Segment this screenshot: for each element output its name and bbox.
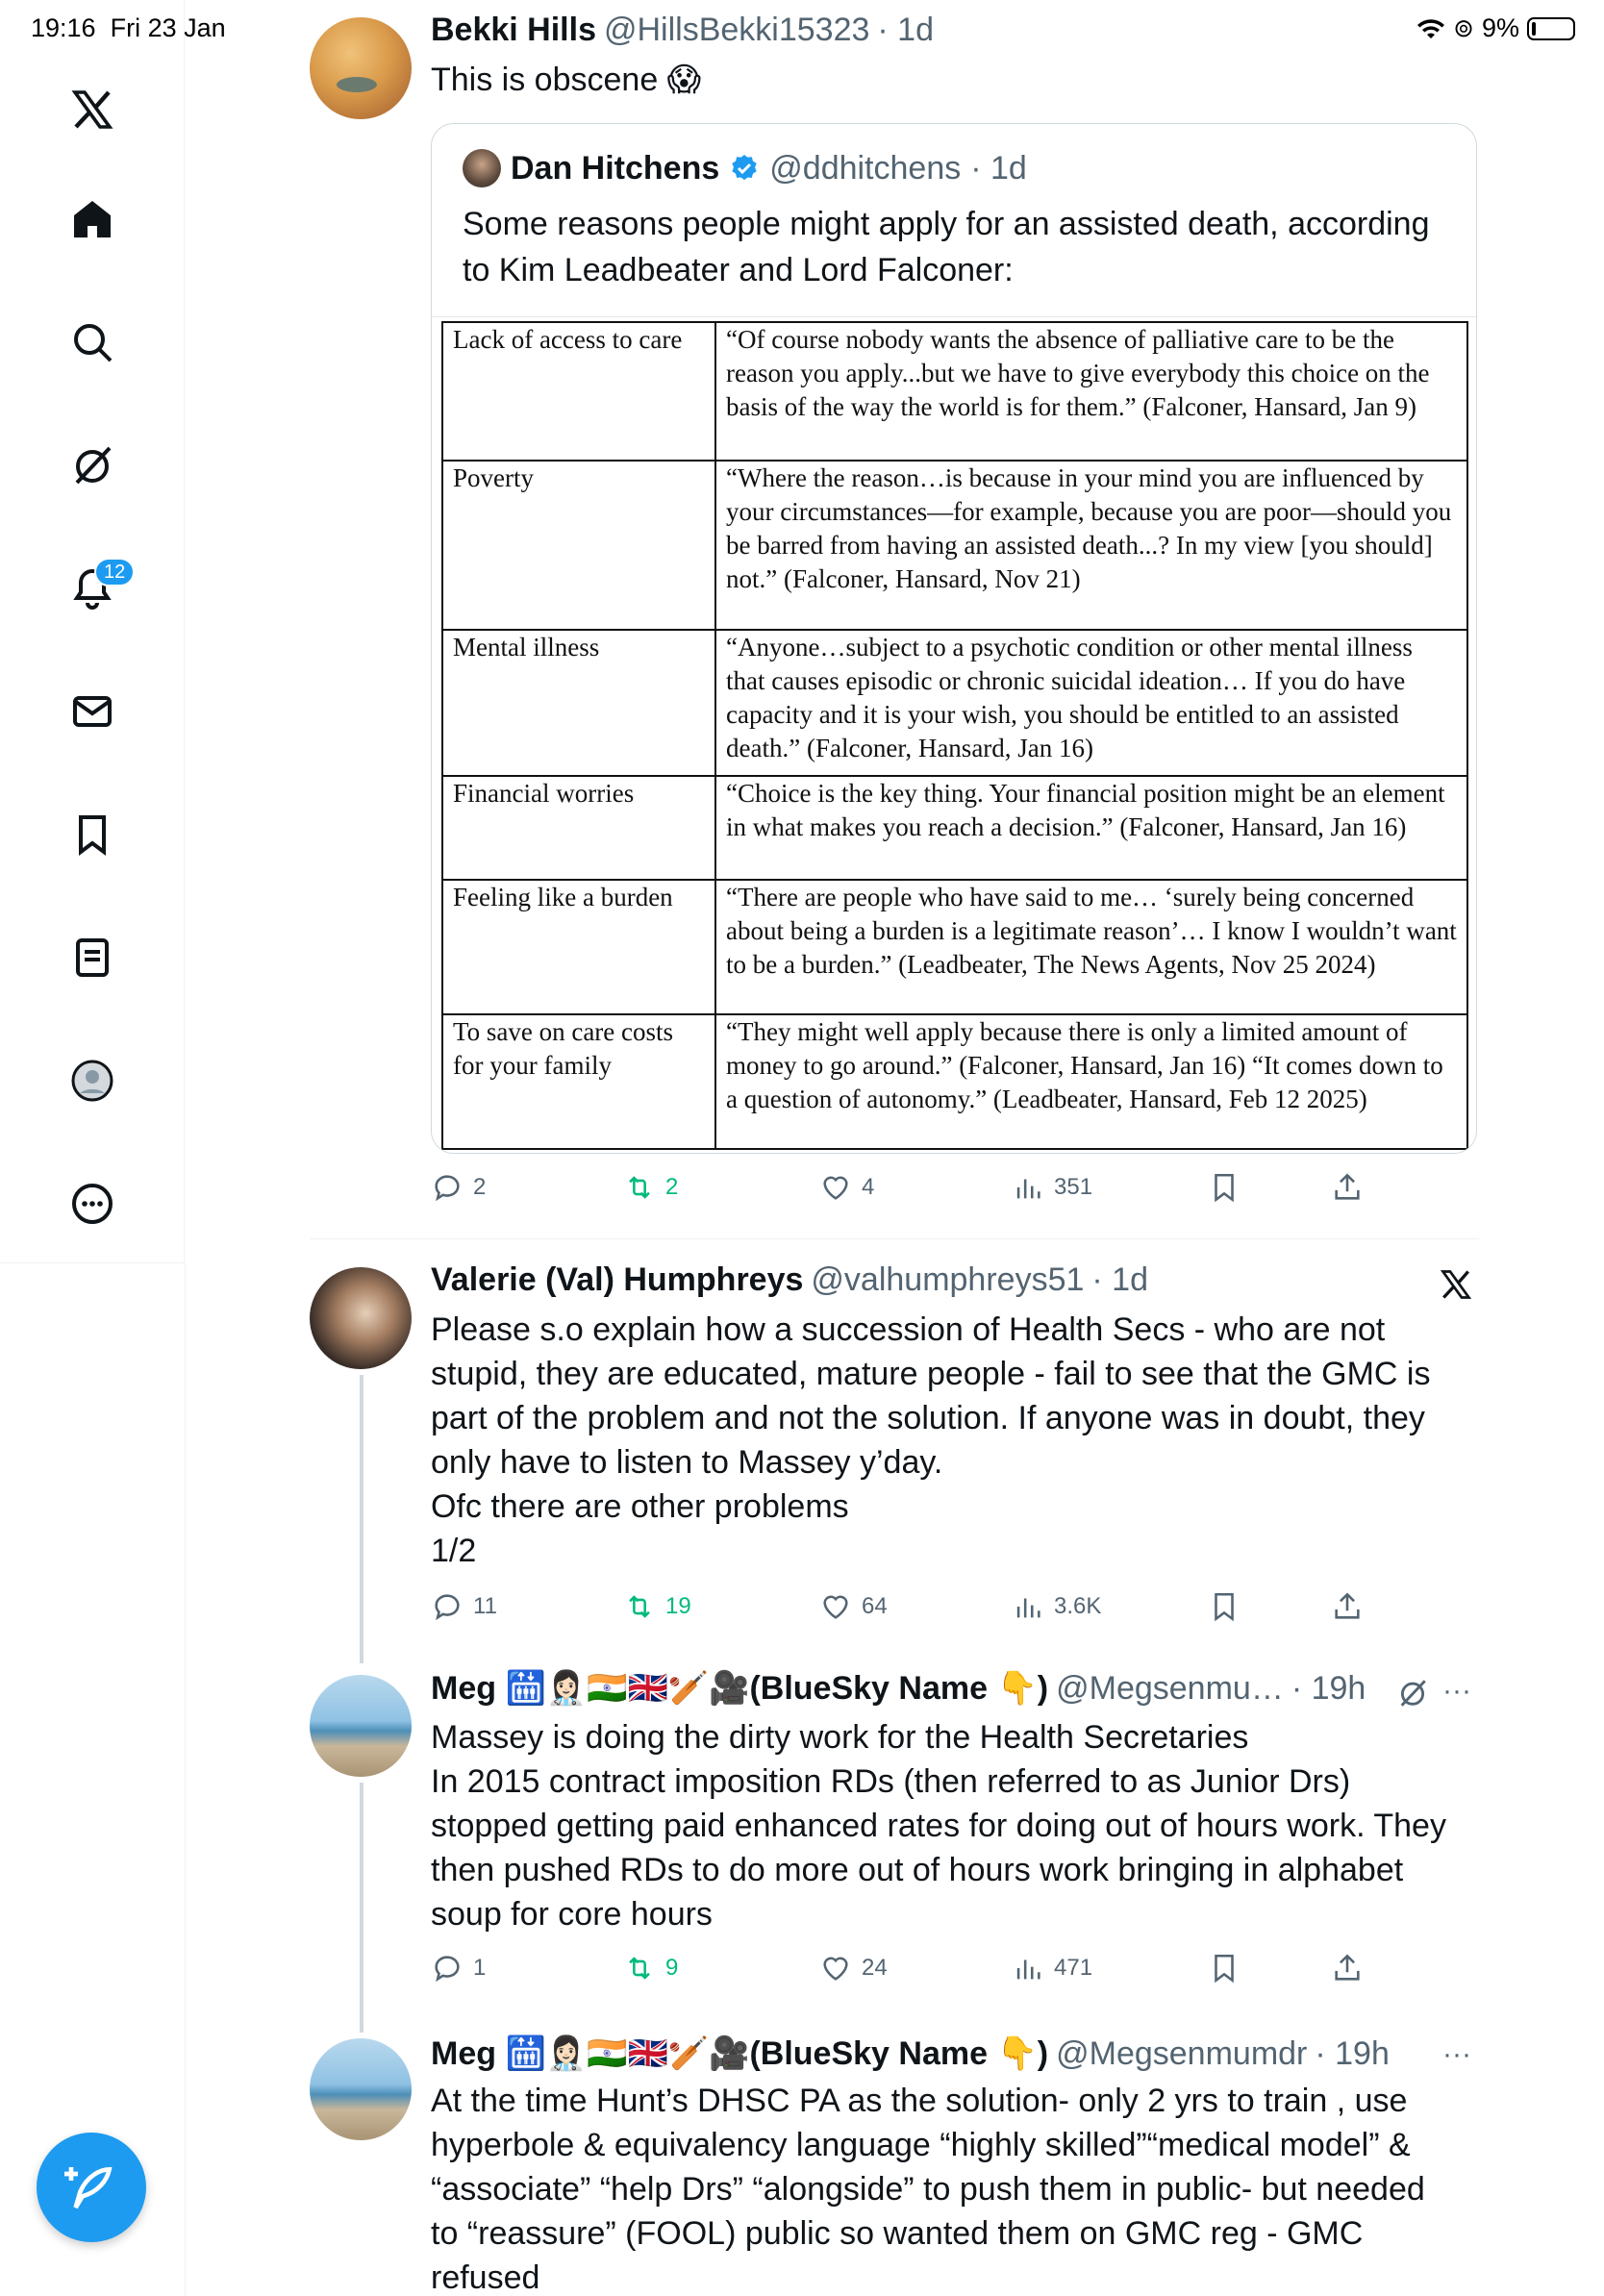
reply-button[interactable] [431, 1952, 486, 1984]
reason-cell: Lack of access to care [442, 322, 715, 461]
more-options-icon[interactable]: ··· [1442, 1675, 1471, 1707]
views-icon [1012, 1171, 1044, 1204]
text-line: soup for core hours [431, 1896, 713, 1933]
notification-count-badge: 12 [94, 558, 135, 586]
share-button[interactable] [1331, 1952, 1364, 1984]
repost-button[interactable] [623, 1952, 678, 1984]
tweet-header [431, 2034, 1390, 2073]
view-count: 471 [1054, 1955, 1093, 1981]
text-line: part of the problem and not the solution. If anyone was in doubt, they [431, 1400, 1425, 1436]
lists-icon[interactable] [58, 923, 127, 992]
status-time: 19:16 Fri 23 Jan [31, 13, 226, 42]
tweet-text [431, 2079, 1489, 2296]
home-icon[interactable] [58, 185, 127, 254]
reason-cell: Feeling like a burden [442, 880, 715, 1014]
quote-cell: “They might well apply because there is only a limited amount of money to go around.” (Falconer, Hansard, Jan 16) “It comes down to a question of autonomy.” (Leadbeater, Hansard, Feb 12 2025) [715, 1014, 1467, 1149]
like-button[interactable] [819, 1171, 874, 1204]
text-line: In 2015 contract imposition RDs (then referred to as Junior Drs) [431, 1763, 1351, 1800]
reason-cell: To save on care costs for your family [442, 1014, 715, 1149]
bookmark-button[interactable] [1208, 1171, 1241, 1204]
views-button[interactable] [1012, 1952, 1092, 1984]
reply-button[interactable] [431, 1590, 497, 1623]
bookmark-icon [1208, 1171, 1241, 1204]
view-count: 351 [1054, 1174, 1093, 1200]
text-line: stopped getting paid enhanced rates for doing out of hours work. They [431, 1808, 1446, 1844]
bookmark-icon [1208, 1590, 1241, 1623]
compose-icon [64, 2160, 118, 2214]
reply-count: 1 [473, 1955, 487, 1981]
table-row [442, 880, 1467, 1014]
handle[interactable]: @HillsBekki15323 [603, 12, 870, 48]
view-count: 3.6K [1054, 1593, 1102, 1619]
repost-count: 2 [665, 1174, 679, 1200]
bookmark-icon [1208, 1952, 1241, 1984]
thread-line [360, 1375, 363, 1663]
views-button[interactable] [1012, 1590, 1101, 1623]
divider [310, 1238, 1479, 1239]
bookmark-button[interactable] [1208, 1590, 1241, 1623]
x-logo-icon [1439, 1267, 1473, 1302]
search-icon[interactable] [58, 308, 127, 377]
battery-text: 9% [1481, 13, 1519, 42]
x-logo-icon[interactable] [58, 75, 127, 144]
avatar[interactable] [310, 2038, 412, 2140]
display-name[interactable]: Meg 🛗👩🏻‍⚕️🇮🇳🇬🇧🏏🎥(BlueSky Name 👇) [431, 1670, 1049, 1707]
quote-cell: “There are people who have said to me… ‘surely being concerned about being a burden is a legitimate reason’… I know I wouldn’t want to be a burden.” (Leadbeater, The News Agents, Nov 25 2024) [715, 880, 1467, 1014]
quote-image[interactable] [432, 316, 1477, 1154]
reply-count: 11 [473, 1593, 497, 1619]
tweet-text [431, 1715, 1489, 1936]
text-line: hyperbole & equivalency language “highly skilled”“medical model” & [431, 2127, 1411, 2163]
text-line: Massey is doing the dirty work for the Health Secretaries [431, 1719, 1249, 1756]
reasons-table [441, 321, 1468, 1150]
share-icon [1331, 1952, 1364, 1984]
tweet-actions [431, 1171, 1373, 1213]
text-line: Please s.o explain how a succession of Health Secs - who are not [431, 1311, 1386, 1348]
wifi-icon [1416, 17, 1445, 40]
reply-button[interactable] [431, 1171, 486, 1204]
repost-icon [623, 1590, 656, 1623]
views-button[interactable] [1012, 1171, 1092, 1204]
text-line: 1/2 [431, 1533, 477, 1569]
quote-text: Some reasons people might apply for an assisted death, according to Kim Leadbeater and Lord Falconer: [463, 206, 1430, 288]
views-icon [1012, 1952, 1044, 1984]
tweet-header [431, 1261, 1148, 1299]
timestamp[interactable]: · 19h [1291, 1669, 1366, 1707]
reply-icon [431, 1171, 464, 1204]
reason-cell: Financial worries [442, 776, 715, 880]
display-name: Dan Hitchens [511, 149, 720, 187]
handle[interactable]: @Megsenmumdr [1056, 2034, 1308, 2072]
timestamp[interactable]: · 1d [877, 12, 934, 48]
compose-button[interactable] [37, 2133, 146, 2242]
repost-button[interactable] [623, 1171, 678, 1204]
tweet-text [431, 1308, 1489, 1573]
tweet-actions [431, 1590, 1373, 1633]
heart-icon [819, 1590, 852, 1623]
reason-cell: Poverty [442, 461, 715, 630]
sidebar [0, 0, 185, 1263]
display-name[interactable]: Meg 🛗👩🏻‍⚕️🇮🇳🇬🇧🏏🎥(BlueSky Name 👇) [431, 2035, 1049, 2072]
views-icon [1012, 1590, 1044, 1623]
share-icon [1331, 1590, 1364, 1623]
text-line: only have to listen to Massey y’day. [431, 1444, 943, 1481]
repost-button[interactable] [623, 1590, 691, 1623]
text-line: Ofc there are other problems [431, 1488, 849, 1525]
quote-cell: “Where the reason…is because in your mind you are influenced by your circumstances—for example, because you are poor—should you be barred from having an assisted death...? In my view [you should] not.” (Falconer, Hansard, Nov 21) [715, 461, 1467, 630]
bookmarks-icon[interactable] [58, 800, 127, 869]
sidebar-border [185, 1263, 186, 2296]
heart-icon [819, 1952, 852, 1984]
text-line: stupid, they are educated, mature people - fail to see that the GMC is [431, 1356, 1431, 1392]
tweet-header [431, 12, 934, 49]
quote-header [463, 149, 1027, 187]
table-row [442, 1014, 1467, 1149]
display-name[interactable]: Valerie (Val) Humphreys [431, 1261, 804, 1298]
text-line: “associate” “help Drs” “alongside” to push them in public- but needed [431, 2171, 1425, 2208]
quote-tweet[interactable] [431, 123, 1477, 1154]
heart-icon [819, 1171, 852, 1204]
like-button[interactable] [819, 1952, 888, 1984]
tweet-text: This is obscene 😱 [431, 62, 702, 98]
timestamp[interactable]: · 1d [1091, 1261, 1148, 1298]
quote-cell: “Of course nobody wants the absence of palliative care to be the reason you apply...but we have to give everybody this choice on the basis of the way the world is for them.” (Falconer, Hansard, Jan 9) [715, 322, 1467, 461]
share-icon [1331, 1171, 1364, 1204]
repost-icon [623, 1171, 656, 1204]
timestamp[interactable]: · 19h [1315, 2034, 1390, 2072]
grok-icon[interactable] [1396, 1677, 1429, 1710]
thread-line [360, 1783, 363, 2033]
tweet-header [431, 1669, 1366, 1708]
reply-icon [431, 1590, 464, 1623]
profile-icon[interactable] [58, 1046, 127, 1115]
battery-icon [1527, 17, 1575, 40]
table-row [442, 322, 1467, 461]
avatar[interactable] [310, 17, 412, 119]
repost-icon [623, 1952, 656, 1984]
reply-count: 2 [473, 1174, 487, 1200]
reply-icon [431, 1952, 464, 1984]
avatar[interactable] [310, 1675, 412, 1777]
avatar[interactable] [310, 1267, 412, 1369]
like-count: 64 [862, 1593, 888, 1619]
reason-cell: Mental illness [442, 630, 715, 776]
repost-count: 9 [665, 1955, 679, 1981]
like-count: 24 [862, 1955, 888, 1981]
bookmark-button[interactable] [1208, 1952, 1241, 1984]
timestamp: · 1d [970, 149, 1027, 187]
like-count: 4 [862, 1174, 875, 1200]
quote-cell: “Anyone…subject to a psychotic condition or other mental illness that causes episodic or chronic suicidal ideation… If you do have capacity and it is your wish, you should be entitled to an assisted death.” (Falconer, Hansard, Jan 16) [715, 630, 1467, 776]
grok-icon[interactable] [58, 431, 127, 500]
handle[interactable]: @valhumphreys51 [811, 1261, 1085, 1298]
like-button[interactable] [819, 1590, 888, 1623]
status-icons [1416, 13, 1575, 43]
avatar [463, 149, 501, 187]
messages-icon[interactable] [58, 677, 127, 746]
more-options-icon[interactable]: ··· [1442, 2038, 1471, 2070]
table-row [442, 776, 1467, 880]
text-line: then pushed RDs to do more out of hours work bringing in alphabet [431, 1852, 1404, 1888]
more-icon[interactable] [58, 1169, 127, 1238]
text-line: to “reassure” (FOOL) public so wanted them on GMC reg - GMC [431, 2215, 1364, 2252]
display-name[interactable]: Bekki Hills [431, 12, 596, 48]
handle: @ddhitchens [769, 149, 962, 187]
focus-icon: ⊚ [1453, 13, 1474, 42]
table-row [442, 461, 1467, 630]
tweet-actions [431, 1952, 1373, 1994]
repost-count: 19 [665, 1593, 691, 1619]
handle[interactable]: @Megsenmu… [1056, 1669, 1284, 1707]
quote-cell: “Choice is the key thing. Your financial position might be an element in what makes you reach a decision.” (Falconer, Hansard, Jan 16) [715, 776, 1467, 880]
share-button[interactable] [1331, 1590, 1364, 1623]
text-line: At the time Hunt’s DHSC PA as the solution- only 2 yrs to train , use [431, 2083, 1408, 2119]
verified-badge-icon [729, 153, 760, 184]
text-line: refused [431, 2259, 540, 2296]
table-row [442, 630, 1467, 776]
share-button[interactable] [1331, 1171, 1364, 1204]
